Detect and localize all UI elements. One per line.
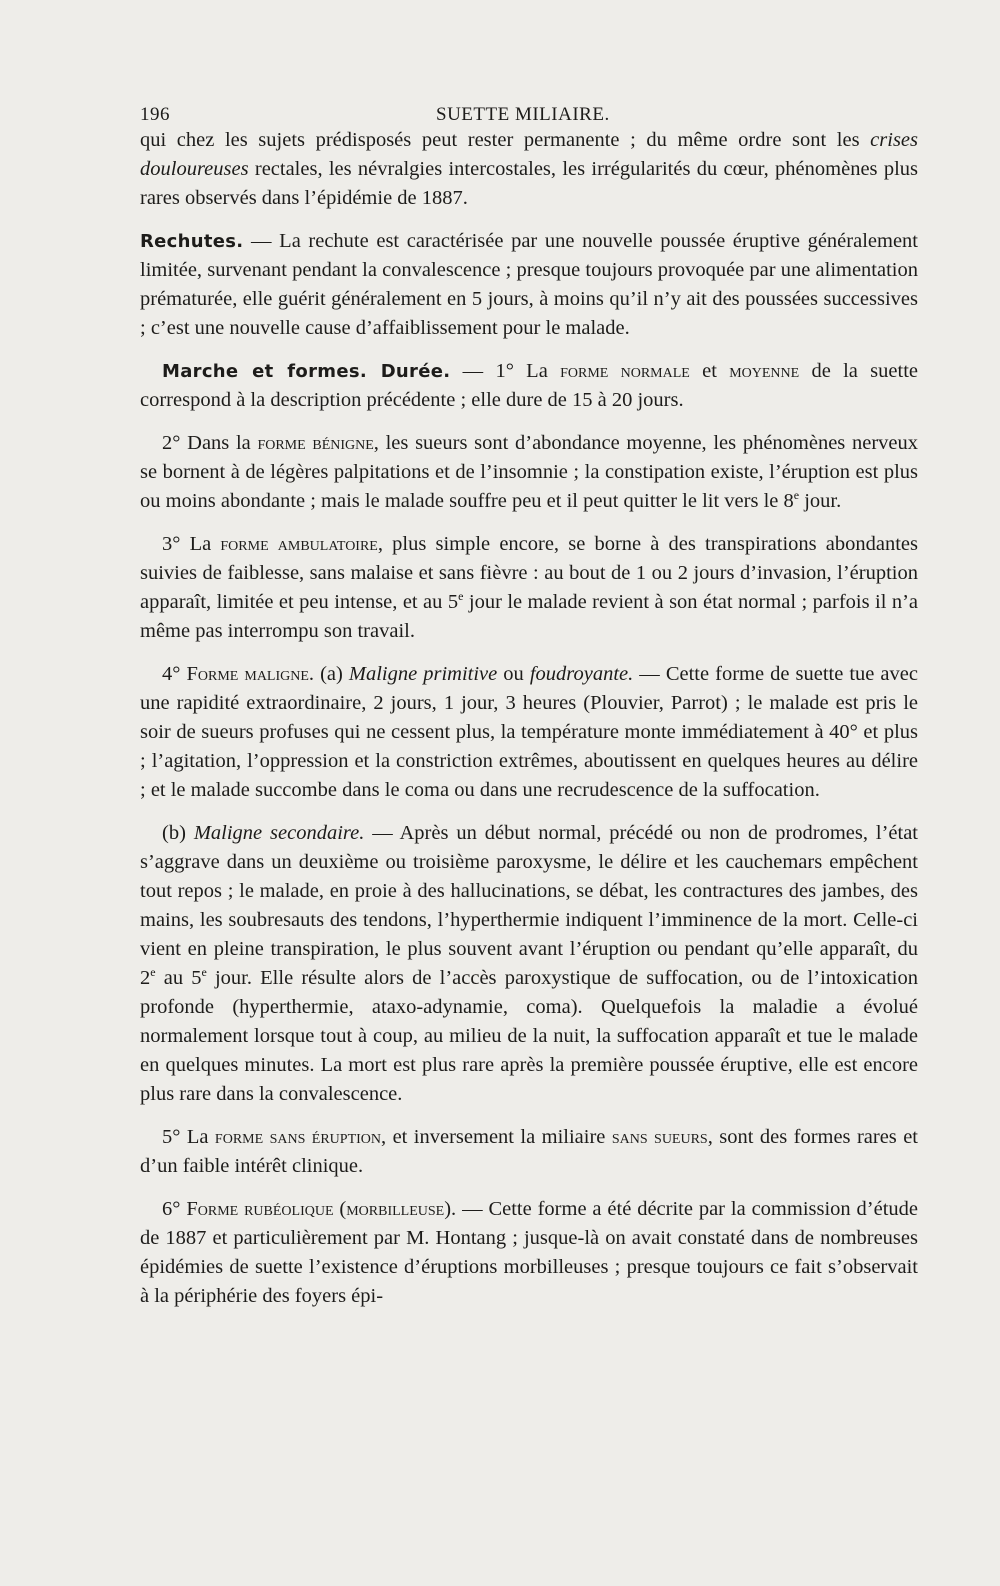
paragraph-forme-benigne: 2° Dans la forme bénigne, les sueurs sont d’abondance moyenne, les phénomènes nerveux se bornent à de légères palpitations et de l’insomnie ; la constipation existe, l’éruption est plus ou moins abondante ; mais le malade souffre peu et il peut quitter le lit vers le 8e jour. [140,432,918,512]
section-heading-rechutes: Rechutes. [140,231,244,252]
running-title: SUETTE MILIAIRE. [436,104,610,125]
paragraph-maligne-secondaire: (b) Maligne secondaire. — Après un début normal, précédé ou non de prodromes, l’état s’aggrave dans un deuxième ou troisième paroxysme, le délire et les cauchemars empêchent tout repos ; le malade, en proie à des hallucinations, se débat, les contractures des jambes, des mains, les soubresauts des tendons, l’hyperthermie indiquent l’imminence de la mort. Celle-ci vient en pleine transpiration, le plus souvent avant l’éruption ou pendant qu’elle apparaît, du 2e au 5e jour. Elle résulte alors de l’accès paroxystique de suffocation, ou de l’intoxication profonde (hyperthermie, ataxo-adynamie, coma). Quelquefois la maladie a évolué normalement lorsque tout à coup, au milieu de la nuit, la suffocation apparaît et tue le malade en quelques minutes. La mort est plus rare après la première poussée éruptive, elle est encore plus rare dans la convalescence. [140,822,919,1105]
page-number: 196 [140,104,170,125]
paragraph-forme-rubeolique: 6° Forme rubéolique (morbilleuse). — Cette forme a été décrite par la commission d’étude de 1887 et particulièrement par M. Hontang ; jusque-là on avait constaté dans de nombreuses épidémies de suette l’existence d’éruptions morbilleuses ; presque toujours ce fait s’observait à la périphérie des foyers épi- [140,1198,919,1307]
paragraph-forme-maligne: 4° Forme maligne. (a) Maligne primitive ou foudroyante. — Cette forme de suette tue avec une rapidité extraordinaire, 2 jours, 1 jour, 3 heures (Plouvier, Parrot) ; le malade est pris le soir de sueurs profuses qui ne cessent plus, la température monte immédiatement à 40° et plus ; l’agitation, l’oppression et la constriction extrêmes, aboutissent en quelques heures au délire ; et le malade succombe dans le coma ou dans une recrudescence de la suffocation. [140,663,918,801]
paragraph-forme-sans-eruption: 5° La forme sans éruption, et inversement la miliaire sans sueurs, sont des formes rares et d’un faible intérêt clinique. [140,1126,919,1177]
paragraph-rechutes: Rechutes. — La rechute est caractérisée par une nouvelle poussée éruptive généralement limitée, survenant pendant la convalescence ; presque toujours provoquée par une alimentation prématurée, elle guérit généralement en 5 jours, à moins qu’il n’y ait des poussées successives ; c’est une nouvelle cause d’affaiblissement pour le malade. [140,230,918,339]
page-body [140,126,918,1311]
section-heading-marche: Marche et formes. Durée. [162,361,451,382]
paragraph-marche-formes: Marche et formes. Durée. — 1° La forme normale et moyenne de la suette correspond à la description précédente ; elle dure de 15 à 20 jours. [140,360,919,411]
paragraph-forme-ambulatoire: 3° La forme ambulatoire, plus simple encore, se borne à des transpirations abondantes suivies de faiblesse, sans malaise et sans fièvre : au bout de 1 ou 2 jours d’invasion, l’éruption apparaît, limitée et peu intense, et au 5e jour le malade revient à son état normal ; parfois il n’a même pas interrompu son travail. [140,533,919,642]
paragraph-continuation: qui chez les sujets prédisposés peut rester permanente ; du même ordre sont les crises douloureuses rectales, les névralgies intercostales, les irrégularités du cœur, phénomènes plus rares observés dans l’épidémie de 1887. [140,129,918,209]
